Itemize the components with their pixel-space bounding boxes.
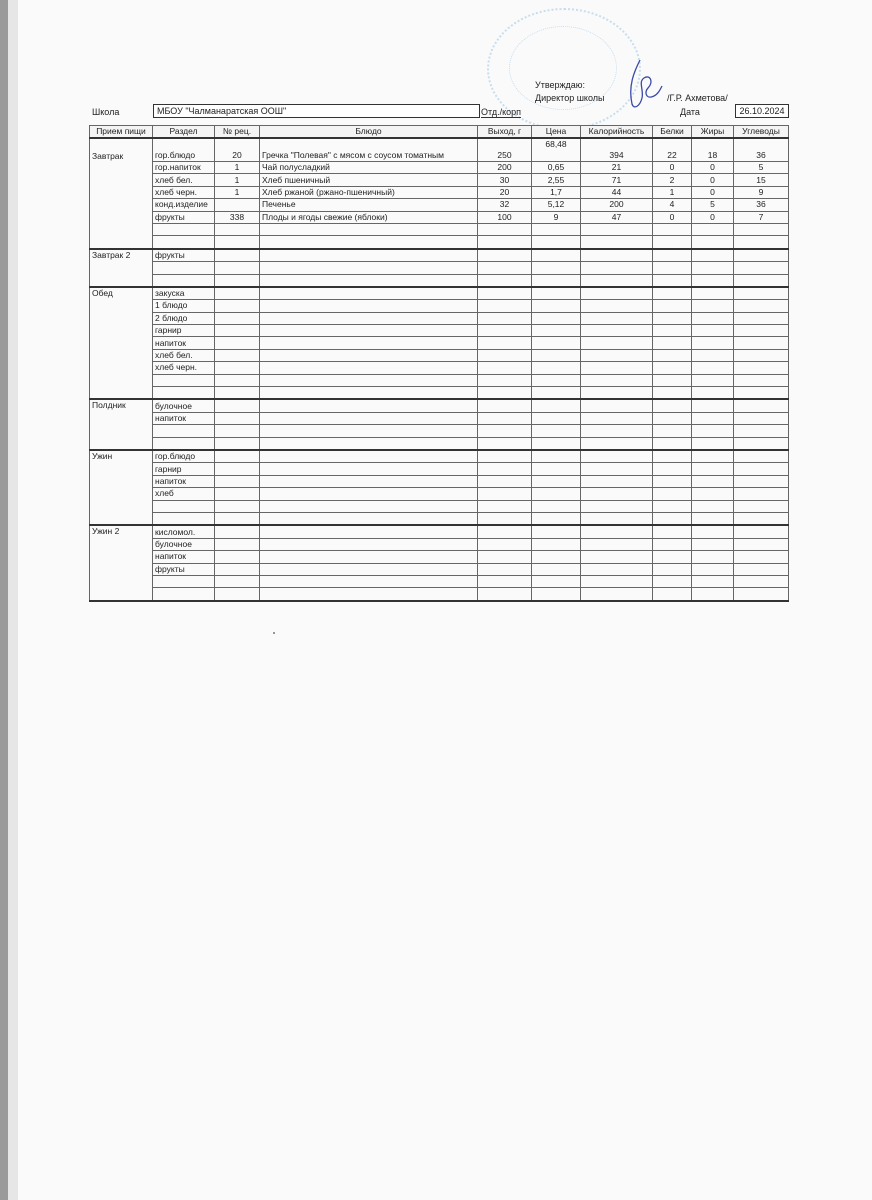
carbs-cell: 9 — [734, 186, 789, 198]
table-row — [90, 325, 789, 337]
section-cell: хлеб бел. — [153, 349, 215, 361]
section-cell: фрукты — [153, 563, 215, 575]
col-meal: Прием пищи — [90, 126, 153, 139]
proteins-cell: 2 — [653, 174, 692, 186]
section-cell: гарнир — [153, 325, 215, 337]
table-row — [90, 425, 789, 437]
section-cell: гор.блюдо — [153, 450, 215, 463]
table-row — [90, 186, 789, 198]
section-cell: фрукты — [153, 211, 215, 223]
director-label: Директор школы — [535, 93, 605, 103]
table-row — [90, 300, 789, 312]
col-calories: Калорийность — [581, 126, 653, 139]
col-carbs: Углеводы — [734, 126, 789, 139]
section-cell: 1 блюдо — [153, 300, 215, 312]
section-cell: булочное — [153, 399, 215, 412]
calories-cell: 200 — [581, 199, 653, 211]
meal-breakfast: Завтрак — [90, 138, 153, 249]
section-cell: кисломол. — [153, 525, 215, 538]
table-row — [90, 262, 789, 274]
carbs-cell: 5 — [734, 162, 789, 174]
table-row — [90, 475, 789, 487]
dish-cell: Гречка "Полевая" с мясом с соусом томатным — [260, 138, 478, 162]
section-cell: конд.изделие — [153, 199, 215, 211]
output-cell: 30 — [478, 174, 532, 186]
table-row — [90, 538, 789, 550]
col-price: Цена — [532, 126, 581, 139]
meal-dinner: Ужин — [90, 450, 153, 525]
recipe-cell: 1 — [215, 174, 260, 186]
proteins-cell: 1 — [653, 186, 692, 198]
dish-cell: Чай полусладкий — [260, 162, 478, 174]
output-cell: 20 — [478, 186, 532, 198]
section-cell: хлеб черн. — [153, 362, 215, 374]
calories-cell: 71 — [581, 174, 653, 186]
table-row — [90, 500, 789, 512]
school-name-field: МБОУ "Чалманаратская ООШ" — [153, 104, 480, 118]
date-field: 26.10.2024 — [735, 104, 789, 118]
table-row — [90, 138, 789, 162]
carbs-cell: 36 — [734, 199, 789, 211]
fats-cell: 18 — [692, 138, 734, 162]
approve-label: Утверждаю: — [535, 80, 586, 90]
col-dish: Блюдо — [260, 126, 478, 139]
section-cell: 2 блюдо — [153, 312, 215, 324]
section-cell: напиток — [153, 475, 215, 487]
output-cell: 32 — [478, 199, 532, 211]
director-name: /Г.Р. Ахметова/ — [667, 93, 728, 103]
table-row — [90, 211, 789, 223]
table-row — [90, 236, 789, 249]
section-cell: хлеб бел. — [153, 174, 215, 186]
price-cell: 2,55 — [532, 174, 581, 186]
scan-edge — [0, 0, 8, 1200]
section-cell: гор.напиток — [153, 162, 215, 174]
table-row — [90, 249, 789, 262]
calories-cell: 47 — [581, 211, 653, 223]
table-row — [90, 174, 789, 186]
section-cell: булочное — [153, 538, 215, 550]
calories-cell: 394 — [581, 138, 653, 162]
price-cell: 9 — [532, 211, 581, 223]
col-proteins: Белки — [653, 126, 692, 139]
price-cell: 0,65 — [532, 162, 581, 174]
fats-cell: 0 — [692, 162, 734, 174]
col-section: Раздел — [153, 126, 215, 139]
table-row — [90, 488, 789, 500]
section-cell: гор.блюдо — [153, 138, 215, 162]
carbs-cell: 15 — [734, 174, 789, 186]
col-output: Выход, г — [478, 126, 532, 139]
table-row — [90, 337, 789, 349]
carbs-cell: 7 — [734, 211, 789, 223]
date-label: Дата — [680, 107, 700, 117]
table-row — [90, 362, 789, 374]
table-row — [90, 199, 789, 211]
dish-cell: Хлеб ржаной (ржано-пшеничный) — [260, 186, 478, 198]
calories-cell: 44 — [581, 186, 653, 198]
scan-edge-shadow — [8, 0, 18, 1200]
table-row — [90, 588, 789, 601]
output-cell: 100 — [478, 211, 532, 223]
fats-cell: 0 — [692, 174, 734, 186]
fats-cell: 5 — [692, 199, 734, 211]
col-fats: Жиры — [692, 126, 734, 139]
dish-cell: Печенье — [260, 199, 478, 211]
table-row — [90, 312, 789, 324]
fats-cell: 0 — [692, 186, 734, 198]
section-cell: напиток — [153, 412, 215, 424]
dept-label: Отд./корп — [481, 107, 521, 117]
total-price-cell: 68,48 — [532, 138, 581, 162]
table-row — [90, 525, 789, 538]
output-cell: 200 — [478, 162, 532, 174]
table-row — [90, 463, 789, 475]
section-cell: напиток — [153, 551, 215, 563]
table-row — [90, 387, 789, 400]
recipe-cell — [215, 199, 260, 211]
dish-cell: Плоды и ягоды свежие (яблоки) — [260, 211, 478, 223]
fats-cell: 0 — [692, 211, 734, 223]
table-row — [90, 349, 789, 361]
section-cell: гарнир — [153, 463, 215, 475]
table-row — [90, 223, 789, 235]
table-row — [90, 162, 789, 174]
price-cell: 5,12 — [532, 199, 581, 211]
director-signature — [614, 56, 664, 112]
table-row — [90, 512, 789, 525]
dish-cell: Хлеб пшеничный — [260, 174, 478, 186]
header-row — [90, 126, 789, 139]
col-recipe: № рец. — [215, 126, 260, 139]
section-cell: напиток — [153, 337, 215, 349]
recipe-cell: 20 — [215, 138, 260, 162]
recipe-cell: 338 — [215, 211, 260, 223]
table-row — [90, 287, 789, 300]
table-row — [90, 399, 789, 412]
section-cell: хлеб — [153, 488, 215, 500]
output-cell: 250 — [478, 138, 532, 162]
proteins-cell: 0 — [653, 211, 692, 223]
meal-breakfast2: Завтрак 2 — [90, 249, 153, 287]
meal-lunch: Обед — [90, 287, 153, 400]
table-row — [90, 274, 789, 287]
section-cell: фрукты — [153, 249, 215, 262]
table-row — [90, 575, 789, 587]
recipe-cell: 1 — [215, 162, 260, 174]
scan-speck — [273, 632, 275, 634]
table-row — [90, 437, 789, 450]
meal-snack: Полдник — [90, 399, 153, 450]
school-label: Школа — [92, 107, 120, 117]
recipe-cell: 1 — [215, 186, 260, 198]
proteins-cell: 0 — [653, 162, 692, 174]
section-cell: хлеб черн. — [153, 186, 215, 198]
table-row — [90, 450, 789, 463]
table-row — [90, 563, 789, 575]
calories-cell: 21 — [581, 162, 653, 174]
table-row — [90, 374, 789, 386]
meal-dinner2: Ужин 2 — [90, 525, 153, 600]
menu-table — [89, 125, 789, 602]
carbs-cell: 36 — [734, 138, 789, 162]
table-row — [90, 412, 789, 424]
proteins-cell: 22 — [653, 138, 692, 162]
price-cell: 1,7 — [532, 186, 581, 198]
table-row — [90, 551, 789, 563]
section-cell: закуска — [153, 287, 215, 300]
proteins-cell: 4 — [653, 199, 692, 211]
